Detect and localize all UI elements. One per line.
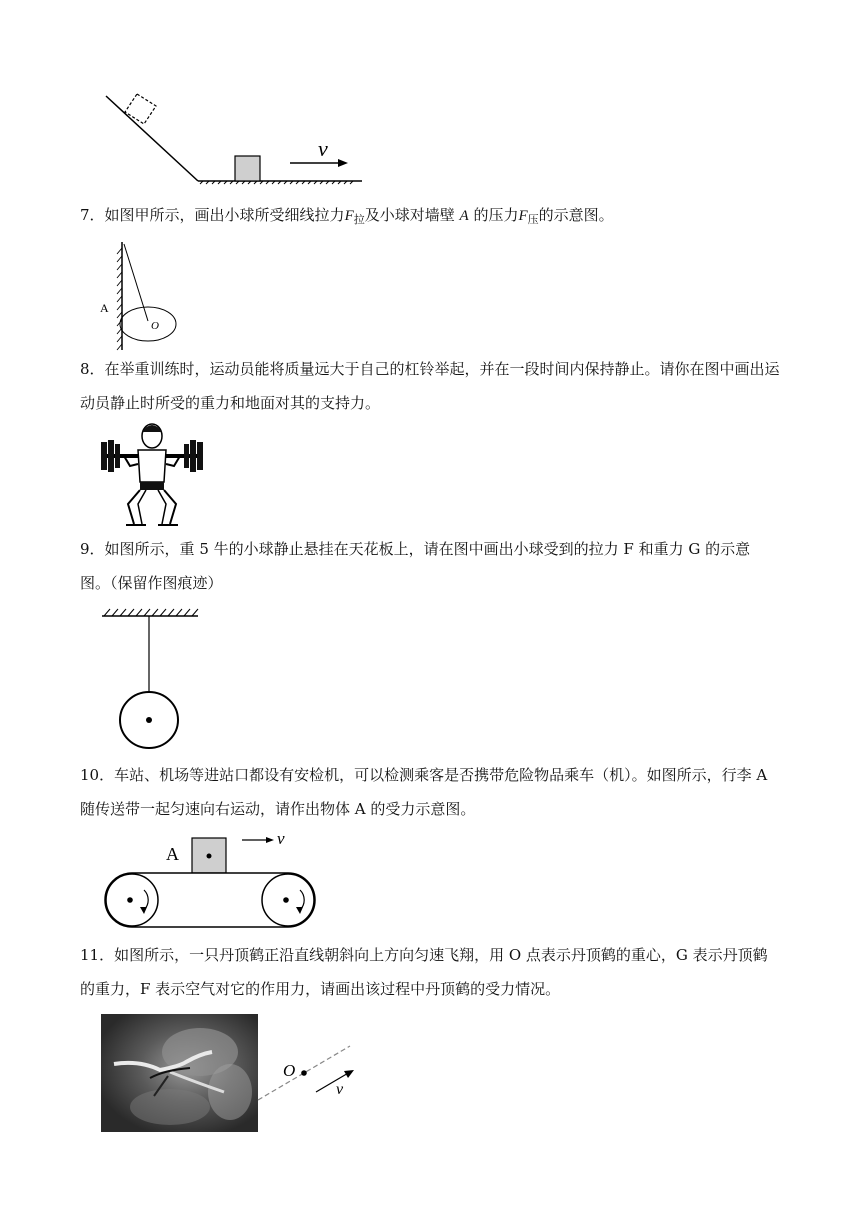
center-of-gravity-label: O — [283, 1061, 296, 1080]
question-number: 8． — [80, 360, 105, 378]
object-a-label: A — [166, 844, 179, 864]
velocity-label: v — [277, 829, 285, 848]
question-number: 9． — [80, 540, 105, 558]
wall-ball-figure — [96, 238, 186, 356]
weightlifter-figure — [98, 420, 208, 528]
question-11: 11．如图所示，一只丹顶鹤正沿直线朝斜向上方向匀速飞翔，用 O 点表示丹顶鹤的重心，G 表示丹顶鹤的重力，F 表示空气对它的作用力，请画出该过程中丹顶鹤的受力情况。 — [80, 946, 768, 998]
hanging-ball-figure — [98, 604, 202, 750]
question-number: 10． — [80, 766, 115, 784]
velocity-label: v — [318, 136, 328, 161]
wall-label: A — [100, 301, 109, 315]
question-10: 10．车站、机场等进站口都设有安检机，可以检测乘客是否携带危险物品乘车（机）。如图所示，行李 A 随传送带一起匀速向右运动，请作出物体 A 的受力示意图。 — [80, 766, 768, 818]
incline-figure — [100, 88, 370, 188]
crane-figure — [100, 1012, 360, 1134]
question-7: 7．如图甲所示，画出小球所受细线拉力$F_拉$及小球对墙壁 A 的压力$F_压$的示意图。 — [80, 206, 614, 226]
question-number: 7． — [80, 206, 105, 224]
center-label: O — [151, 320, 159, 332]
conveyor-figure — [100, 828, 322, 932]
question-9: 9．如图所示，重 5 牛的小球静止悬挂在天花板上，请在图中画出小球受到的拉力 F 和重力 G 的示意图。（保留作图痕迹） — [80, 540, 751, 592]
velocity-label: v — [336, 1081, 344, 1098]
question-8: 8．在举重训练时，运动员能将质量远大于自己的杠铃举起，并在一段时间内保持静止。请你在图中画出运动员静止时所受的重力和地面对其的支持力。 — [80, 360, 780, 412]
question-number: 11． — [80, 946, 115, 964]
